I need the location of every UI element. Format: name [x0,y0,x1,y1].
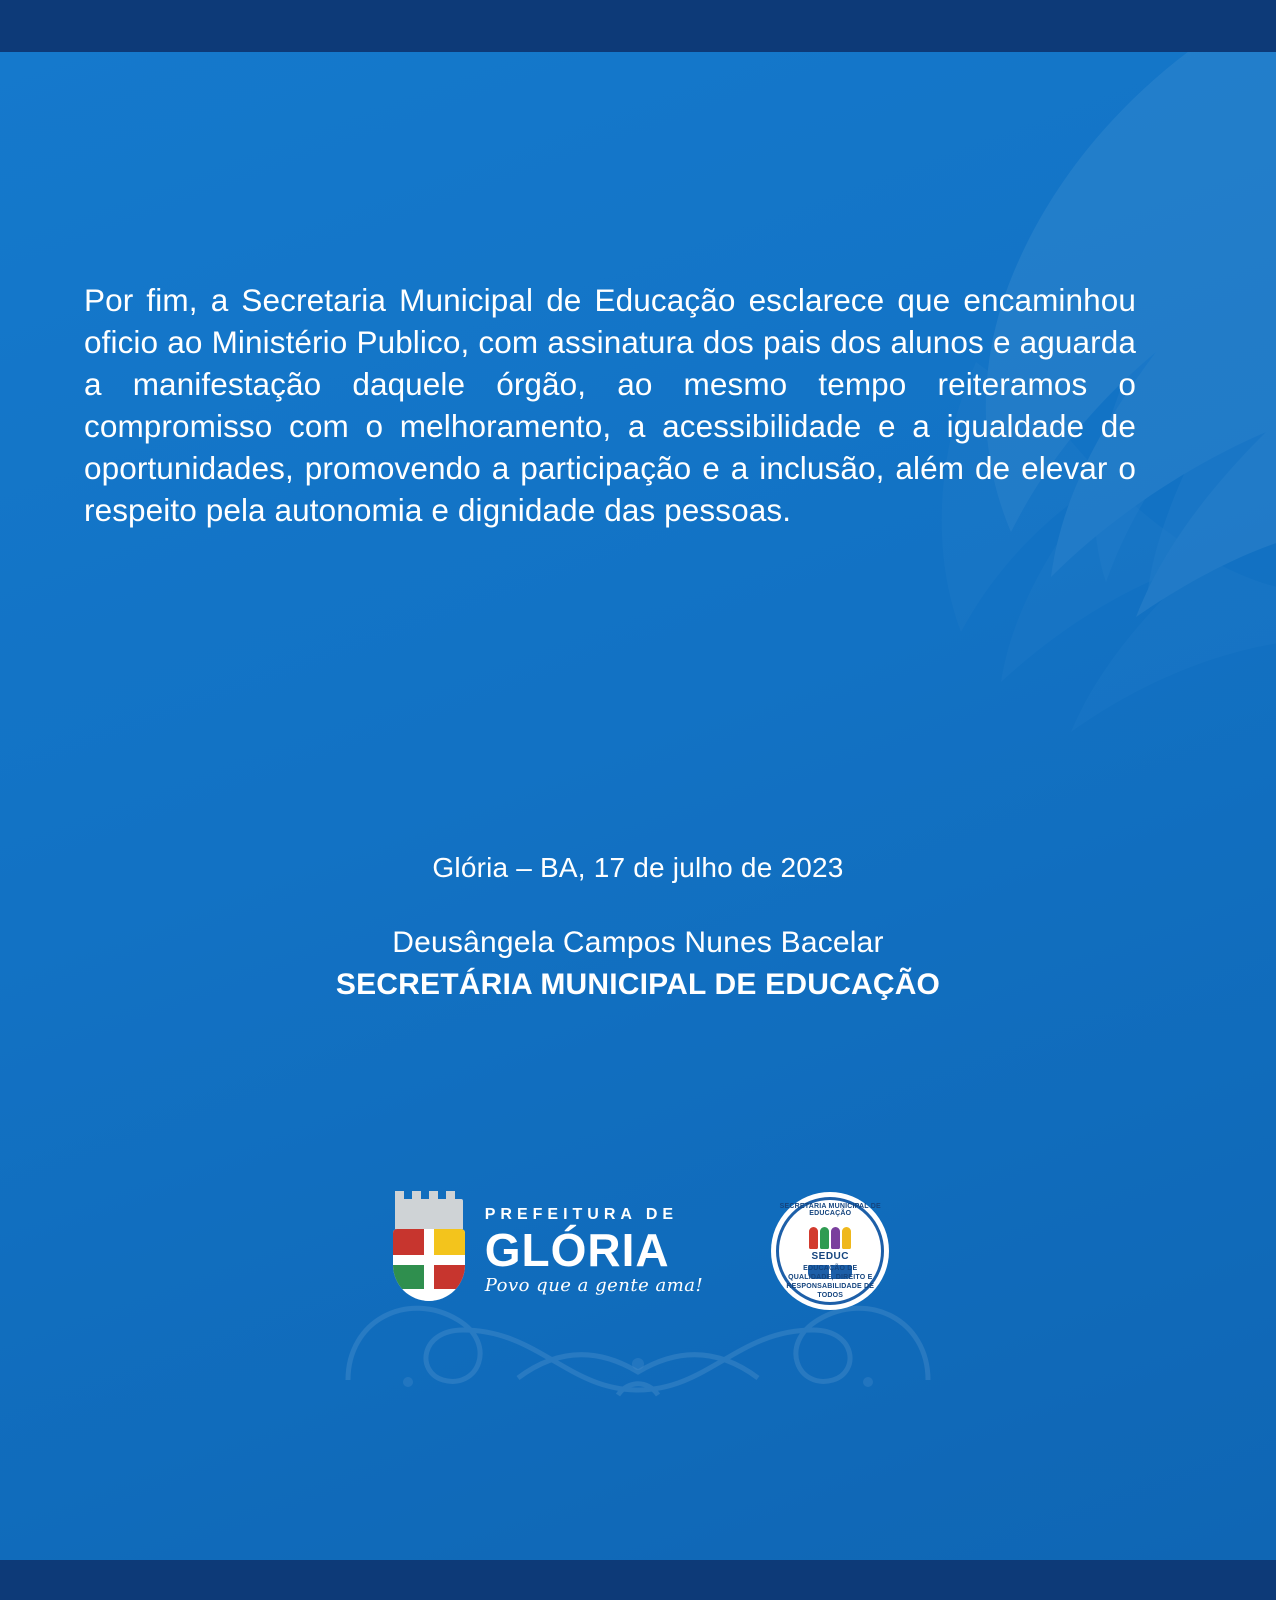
body-paragraph: Por fim, a Secretaria Municipal de Educação esclarece que encaminhou oficio ao Ministério Publico, com assinatura dos pais dos alunos e aguarda a manifestação daquele órgão, ao mesmo tempo reiteramos o compromisso com o melhoramento, a acessibilidade e a igualdade de oportunidades, promovendo a participação e a inclusão, além de elevar o respeito pela autonomia e dignidade das pessoas. [84,281,1136,528]
seduc-people-icon [809,1223,851,1249]
signer-role: SECRETÁRIA MUNICIPAL DE EDUCAÇÃO [335,968,941,1001]
brasao-gloria-icon [387,1199,471,1303]
place-and-date: Glória – BA, 17 de julho de 2023 [432,852,844,883]
prefeitura-line2: GLÓRIA [484,1224,670,1276]
signature-block [0,852,1276,1002]
bottom-bar [0,1560,1276,1600]
document-body [0,52,1276,1560]
seduc-arc-top-text: SECRETARIA MUNICIPAL DE EDUCAÇÃO [779,1203,881,1217]
seduc-seal-icon [771,1192,889,1310]
seduc-acronym: SEDUC [811,1251,850,1262]
prefeitura-logo [387,1199,704,1303]
prefeitura-line1: PREFEITURA DE [484,1206,679,1223]
top-bar [0,0,1276,52]
logos-row [0,1192,1276,1310]
content-layer [0,52,1276,1560]
prefeitura-wordmark [485,1207,704,1295]
seduc-arc-bottom-text: EDUCAÇÃO DE QUALIDADE, DIREITO E RESPONSABILIDADE DE TODOS [786,1265,875,1299]
signer-name: Deusângela Campos Nunes Bacelar [392,926,884,959]
prefeitura-slogan: Povo que a gente ama! [484,1275,704,1296]
